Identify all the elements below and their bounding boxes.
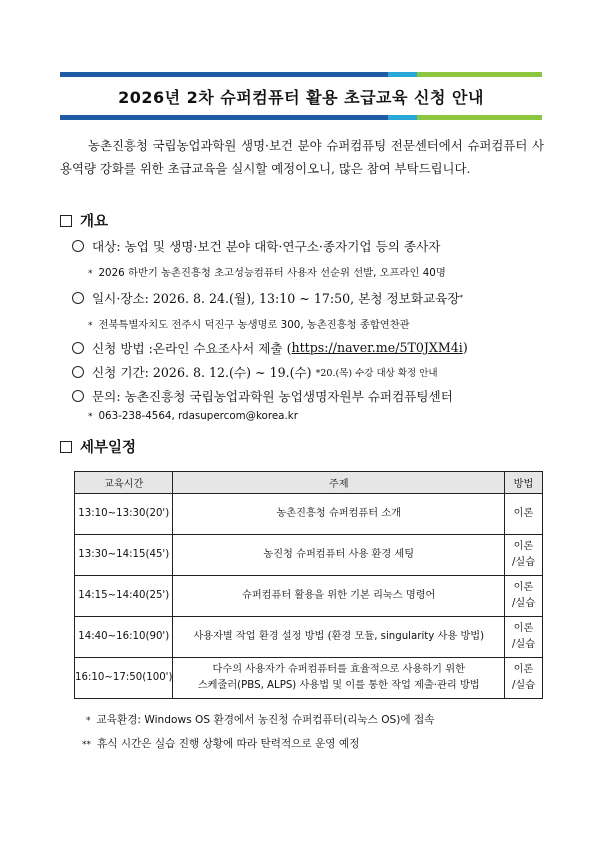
circle-bullet-icon	[72, 390, 84, 402]
footnote-break: ** 휴식 시간은 실습 진행 상황에 따라 탄력적으로 운영 예정	[82, 738, 360, 750]
overview-contact: 문의: 농촌진흥청 국립농업과학원 농업생명자원부 슈퍼컴퓨팅센터	[72, 386, 453, 405]
circle-bullet-icon	[72, 240, 84, 252]
row-time: 14:40~16:10(90')	[75, 617, 173, 658]
table-row	[75, 494, 543, 535]
target-note: * 2026 하반기 농촌진흥청 초고성능컴퓨터 사용자 선순위 선발, 오프라인 40명	[88, 267, 446, 279]
intro-paragraph: 농촌진흥청 국립농업과학원 생명·보건 분야 슈퍼컴퓨팅 전문센터에서 슈퍼컴퓨터 사용역량 강화를 위한 초급교육을 실시할 예정이오니, 많은 참여 부탁드립니다.	[60, 138, 544, 176]
overview-period: 신청 기간: 2026. 8. 12.(수) ~ 19.(수) *20.(목) 수강 대상 확정 안내	[72, 362, 438, 381]
table-row	[75, 617, 543, 658]
footnote-environment: * 교육환경: Windows OS 환경에서 농진청 슈퍼컴퓨터(리눅스 OS)에 접속	[86, 714, 435, 726]
overview-method: 신청 방법 :온라인 수요조사서 제출 ( https://naver.me/5T0JXM4i )	[72, 338, 468, 357]
header-topic: 주제	[173, 472, 505, 494]
page-title: 2026년 2차 슈퍼컴퓨터 활용 초급교육 신청 안내	[118, 87, 484, 107]
place-note: * 전북특별자치도 전주시 덕진구 농생명로 300, 농촌진흥청 종합연찬관	[88, 319, 410, 331]
table-header-row	[75, 472, 543, 494]
row-method: 이론 /실습	[505, 658, 543, 699]
row-topic: 슈퍼컴퓨터 활용을 위한 기본 리눅스 명령어	[173, 576, 505, 617]
overview-datetime: 일시·장소: 2026. 8. 24.(월), 13:10 ~ 17:50, 본청 정보화교육장 *	[72, 288, 463, 307]
row-topic: 다수의 사용자가 슈퍼컴퓨터를 효율적으로 사용하기 위한 스케줄러(PBS, ALPS) 사용법 및 이를 통한 작업 제출·관리 방법	[173, 658, 505, 699]
section-schedule-title: 세부일정	[80, 440, 137, 456]
section-overview-title: 개요	[80, 214, 109, 230]
table-row	[75, 535, 543, 576]
schedule-table	[74, 471, 543, 699]
row-topic: 사용자별 작업 환경 설정 방법 (환경 모듈, singularity 사용 방법)	[173, 617, 505, 658]
header-method: 방법	[505, 472, 543, 494]
row-topic: 농촌진흥청 슈퍼컴퓨터 소개	[173, 494, 505, 535]
row-time: 14:15~14:40(25')	[75, 576, 173, 617]
row-topic: 농진청 슈퍼컴퓨터 사용 환경 세팅	[173, 535, 505, 576]
row-time: 13:30~14:15(45')	[75, 535, 173, 576]
section-schedule-heading	[60, 436, 136, 457]
row-method: 이론	[505, 494, 543, 535]
table-row	[75, 576, 543, 617]
row-time: 16:10~17:50(100')	[75, 658, 173, 699]
row-method: 이론 /실습	[505, 535, 543, 576]
table-row	[75, 658, 543, 699]
circle-bullet-icon	[72, 342, 84, 354]
application-link[interactable]: https://naver.me/5T0JXM4i	[291, 340, 463, 355]
square-bullet-icon	[60, 441, 72, 453]
row-time: 13:10~13:30(20')	[75, 494, 173, 535]
row-method: 이론 /실습	[505, 576, 543, 617]
contact-note: * 063-238-4564, rdasupercom@korea.kr	[88, 410, 298, 422]
title-top-bar	[60, 72, 542, 77]
circle-bullet-icon	[72, 292, 84, 304]
overview-target: 대상: 농업 및 생명·보건 분야 대학·연구소·종자기업 등의 종사자	[72, 236, 440, 255]
row-method: 이론 /실습	[505, 617, 543, 658]
circle-bullet-icon	[72, 366, 84, 378]
title-banner	[60, 72, 542, 120]
header-time: 교육시간	[75, 472, 173, 494]
square-bullet-icon	[60, 215, 72, 227]
section-overview-heading	[60, 210, 108, 231]
title-bottom-bar	[60, 115, 542, 120]
